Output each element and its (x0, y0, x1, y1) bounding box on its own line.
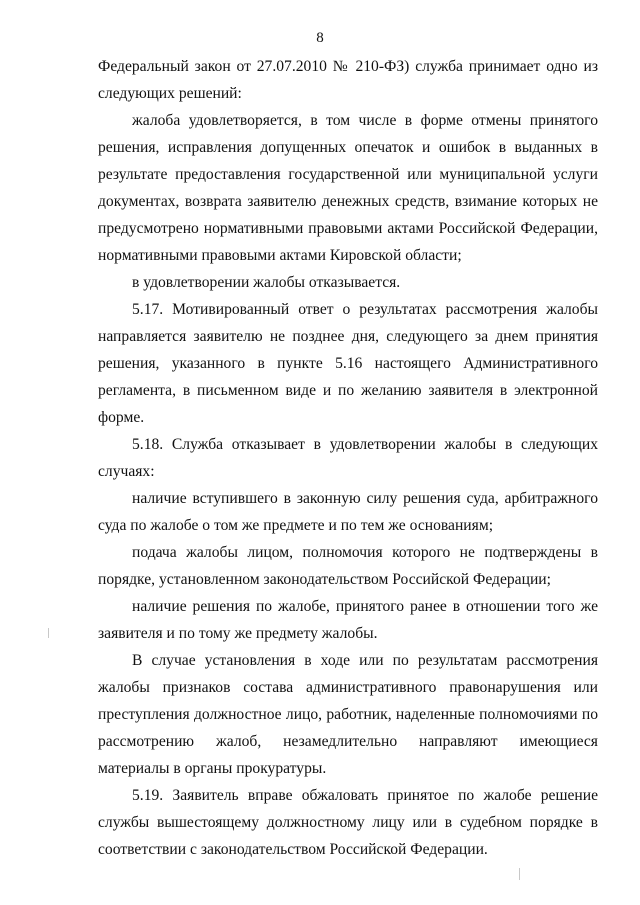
paragraph-5-18: 5.18. Служба отказывает в удовлетворении жалобы в следующих случаях: (98, 436, 598, 480)
paragraph-5-17: 5.17. Мотивированный ответ о результатах рассмотрения жалобы направляется заявителю не позднее дня, следующего за днем принятия решения, указанного в пункте 5.16 настоящего Административного регламента, в письменном виде и по желанию заявителя в электронной форме. (98, 301, 598, 426)
paragraph-prior-decision: наличие решения по жалобе, принятого ранее в отношении того же заявителя и по тому же предмету жалобы. (98, 598, 598, 642)
document-body (98, 53, 598, 863)
paragraph-unconfirmed-authority: подача жалобы лицом, полномочия которого не подтверждены в порядке, установленном законодательством Российской Федерации; (98, 544, 598, 588)
paragraph-court-decision: наличие вступившего в законную силу решения суда, арбитражного суда по жалобе о том же предмете и по тем же основаниям; (98, 490, 598, 534)
page-number: 8 (316, 30, 324, 46)
paragraph-5-19: 5.19. Заявитель вправе обжаловать принятое по жалобе решение службы вышестоящему должностному лицу или в судебном порядке в соответствии с законодательством Российской Федерации. (98, 787, 598, 858)
paragraph-complaint-satisfied: жалоба удовлетворяется, в том числе в форме отмены принятого решения, исправления допущенных опечаток и ошибок в выданных в результате предоставления государственной или муниципальной услуги документах, возврата заявителю денежных средств, взимание которых не предусмотрено нормативными правовыми актами Российской Федерации, нормативными правовыми актами Кировской области; (98, 112, 598, 264)
paragraph-complaint-refused: в удовлетворении жалобы отказывается. (132, 274, 401, 291)
paragraph-prosecution: В случае установления в ходе или по результатам рассмотрения жалобы признаков состава административного правонарушения или преступления должностное лицо, работник, наделенные полномочиями по рассмотрению жалоб, незамедлительно направляют имеющиеся материалы в органы прокуратуры. (98, 652, 598, 777)
scan-mark (519, 868, 520, 880)
paragraph-law-reference: Федеральный закон от 27.07.2010 № 210-ФЗ) служба принимает одно из следующих решений: (98, 58, 598, 102)
scan-mark (48, 628, 49, 638)
